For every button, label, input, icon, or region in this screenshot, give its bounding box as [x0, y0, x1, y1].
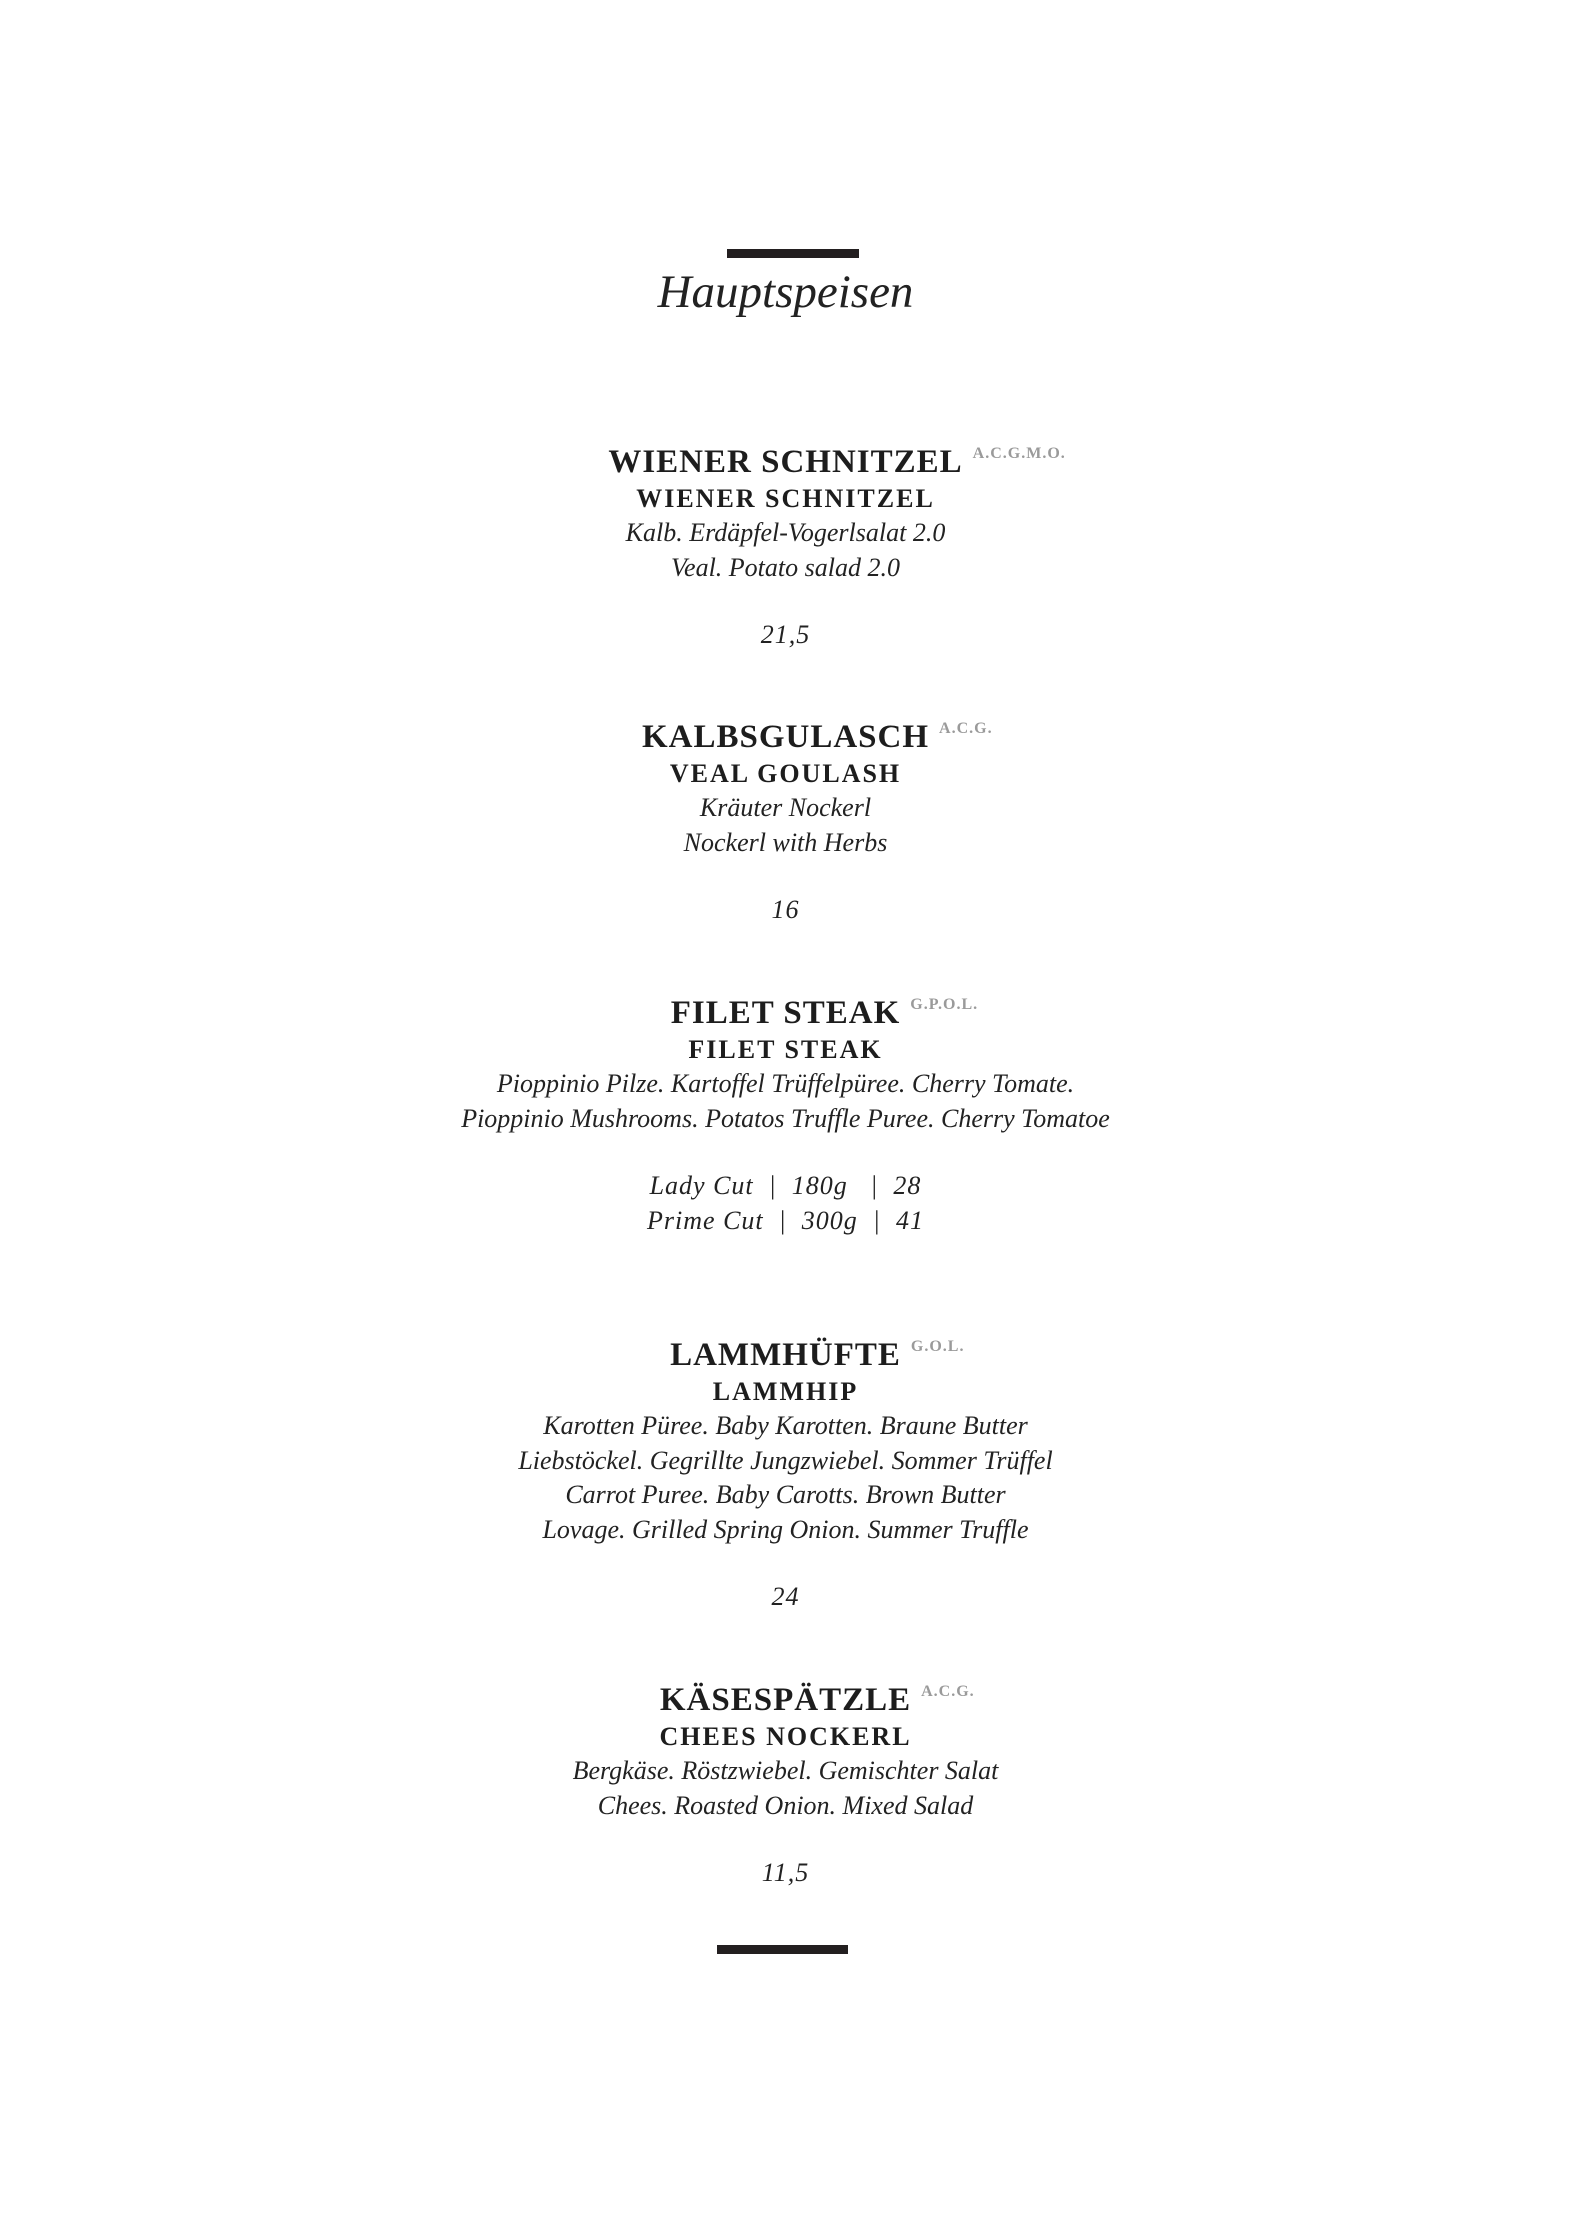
- dish-name: [670, 994, 979, 1032]
- dish-name-english: FILET STEAK: [688, 1035, 883, 1064]
- allergen-codes: A.C.G.: [939, 720, 993, 737]
- dish-description-en: Veal. Potato salad 2.0: [671, 552, 900, 582]
- dish-name: [608, 443, 1066, 481]
- allergen-codes: G.P.O.L.: [910, 996, 979, 1013]
- dish-name-text: WIENER SCHNITZEL: [608, 444, 963, 480]
- dish-kalbsgulasch: [0, 718, 1571, 860]
- dish-name-english: LAMMHIP: [712, 1377, 859, 1406]
- dish-price: 21,5: [760, 620, 811, 649]
- dish-description-de: Pioppinio Pilze. Kartoffel Trüffelpüree. Cherry Tomate.: [496, 1069, 1075, 1098]
- dish-name-english: WIENER SCHNITZEL: [636, 484, 935, 513]
- dish-name-english: VEAL GOULASH: [669, 759, 902, 788]
- page-title: Hauptspeisen: [657, 266, 914, 318]
- allergen-codes: A.C.G.M.O.: [972, 445, 1066, 462]
- dish-description-de-1: Karotten Püree. Baby Karotten. Braune Butter: [543, 1411, 1028, 1440]
- bottom-divider: [717, 1945, 848, 1954]
- dish-name-text: FILET STEAK: [670, 995, 901, 1031]
- dish-description-de: Bergkäse. Röstzwiebel. Gemischter Salat: [572, 1756, 999, 1785]
- dish-description-en-2: Lovage. Grilled Spring Onion. Summer Truffle: [542, 1514, 1029, 1544]
- dish-name-text: LAMMHÜFTE: [670, 1337, 901, 1373]
- dish-price: 16: [771, 895, 800, 924]
- dish-description-de-2: Liebstöckel. Gegrillte Jungzwiebel. Sommer Trüffel: [518, 1445, 1053, 1475]
- dish-cut-options: [0, 1169, 1571, 1238]
- allergen-codes: A.C.G.: [921, 1683, 975, 1700]
- dish-filet-steak: [0, 994, 1571, 1136]
- allergen-codes: G.O.L.: [910, 1338, 965, 1355]
- dish-name-text: KÄSESPÄTZLE: [659, 1682, 912, 1718]
- top-divider: [727, 249, 859, 258]
- dish-name: [641, 718, 993, 756]
- cut-option-prime: Prime Cut | 300g | 41: [647, 1205, 924, 1235]
- dish-name-english: CHEES NOCKERL: [659, 1722, 912, 1751]
- dish-price: 11,5: [761, 1858, 810, 1887]
- cut-option-lady: Lady Cut | 180g | 28: [649, 1171, 922, 1200]
- dish-description-en-1: Carrot Puree. Baby Carotts. Brown Butter: [565, 1480, 1006, 1509]
- dish-description-en: Nockerl with Herbs: [683, 827, 888, 857]
- dish-description-en: Pioppinio Mushrooms. Potatos Truffle Puree. Cherry Tomatoe: [461, 1103, 1110, 1133]
- dish-price: 24: [771, 1582, 800, 1611]
- dish-description-en: Chees. Roasted Onion. Mixed Salad: [597, 1790, 974, 1820]
- dish-name: [659, 1681, 975, 1719]
- dish-name: [670, 1336, 965, 1374]
- dish-wiener-schnitzel: [0, 443, 1571, 585]
- dish-name-text: KALBSGULASCH: [641, 719, 930, 755]
- dish-kaesespaetzle: [0, 1681, 1571, 1823]
- dish-description-de: Kalb. Erdäpfel-Vogerlsalat 2.0: [625, 518, 946, 547]
- dish-description-de: Kräuter Nockerl: [699, 793, 872, 822]
- dish-lammhuefte: [0, 1336, 1571, 1547]
